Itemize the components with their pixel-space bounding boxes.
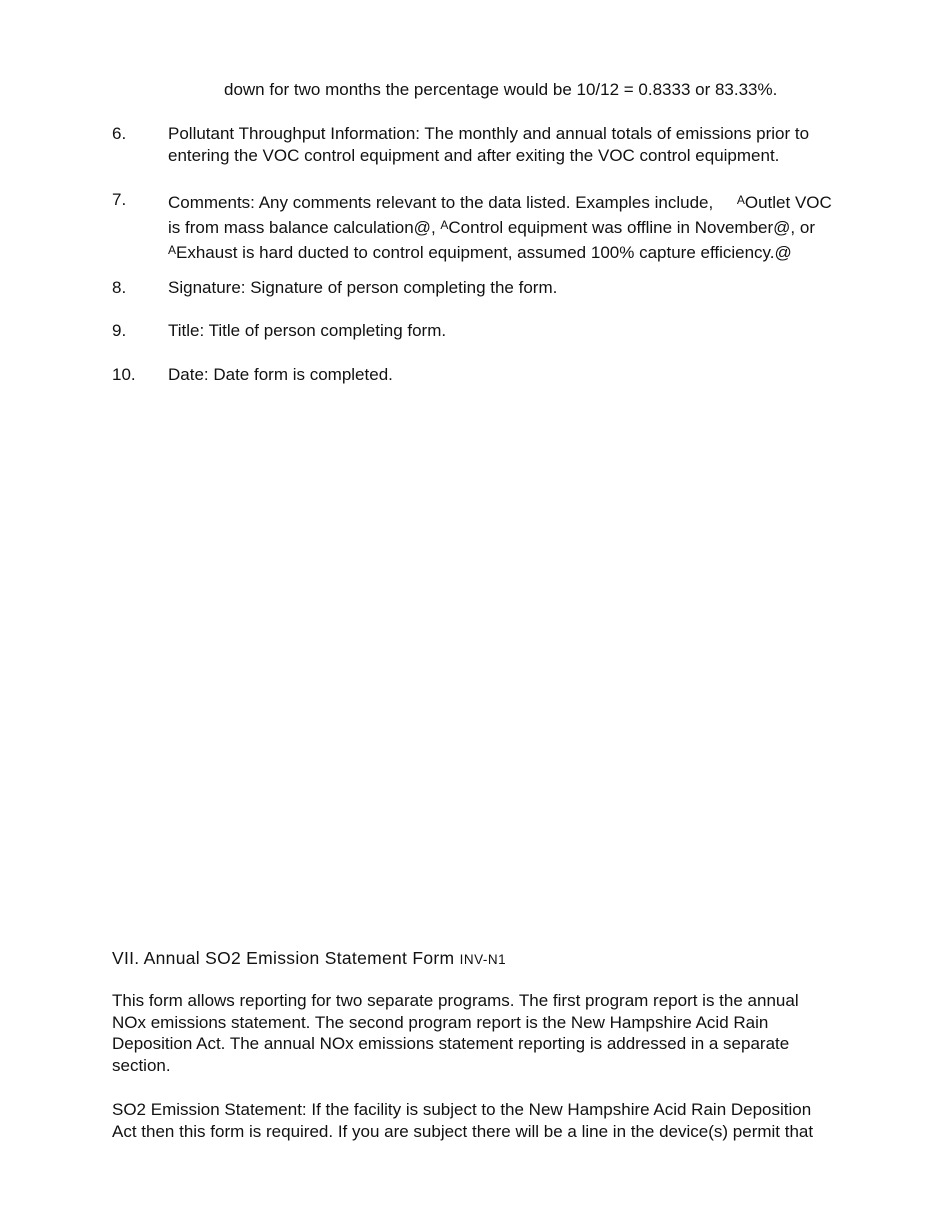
form-code: INV-N1 xyxy=(459,952,507,967)
item-text: Date: Date form is completed. xyxy=(168,365,393,384)
list-item-7 xyxy=(112,189,842,264)
item-text: Title: Title of person completing form. xyxy=(168,321,447,340)
open-quote-mark: A xyxy=(168,243,177,257)
comments-intro: Comments: Any comments relevant to the data listed. Examples include, xyxy=(168,193,714,212)
item-number: 9. xyxy=(112,321,127,340)
open-quote-mark: A xyxy=(440,218,449,232)
item-text: Signature: Signature of person completing the form. xyxy=(168,278,558,297)
list-item-8 xyxy=(112,277,842,299)
list-item-6 xyxy=(112,123,842,167)
item-number: 8. xyxy=(112,278,127,297)
section-paragraph-2: SO2 Emission Statement: If the facility is subject to the New Hampshire Acid Rain Deposition Act then this form is required. If you are subject there will be a line in the device(s) permit that xyxy=(112,1100,814,1141)
open-quote-mark: A xyxy=(736,193,745,207)
list-item-9 xyxy=(112,320,842,342)
close-quote-mark: @ xyxy=(773,218,791,237)
item-number: 6. xyxy=(112,124,127,143)
close-quote-mark: @ xyxy=(774,243,792,262)
item-5-continuation: down for two months the percentage would be 10/12 = 0.8333 or 83.33%. xyxy=(224,80,778,99)
section-title: VII. Annual SO2 Emission Statement Form xyxy=(112,948,455,968)
example-outlet-voc: Outlet VOC is from mass balance calculation xyxy=(168,193,832,237)
item-text: Pollutant Throughput Information: The monthly and annual totals of emissions prior to entering the VOC control equipment and after exiting the VOC control equipment. xyxy=(168,124,810,165)
list-item-10 xyxy=(112,364,842,386)
close-quote-mark: @ xyxy=(413,218,431,237)
example-control-offline: Control equipment was offline in November xyxy=(448,218,774,237)
section-paragraph-1: This form allows reporting for two separate programs. The first program report is the annual NOx emissions statement. The second program report is the New Hampshire Acid Rain Deposition Act. The annual NOx emissions statement reporting is addressed in a separate section. xyxy=(112,991,799,1075)
section-heading xyxy=(112,946,506,972)
item-text xyxy=(168,189,842,264)
example-separator: , or xyxy=(790,218,815,237)
item-number: 10. xyxy=(112,365,136,384)
item-number: 7. xyxy=(112,190,127,209)
example-hard-ducted: Exhaust is hard ducted to control equipment, assumed 100% capture efficiency. xyxy=(176,243,775,262)
example-separator: , xyxy=(430,218,441,237)
